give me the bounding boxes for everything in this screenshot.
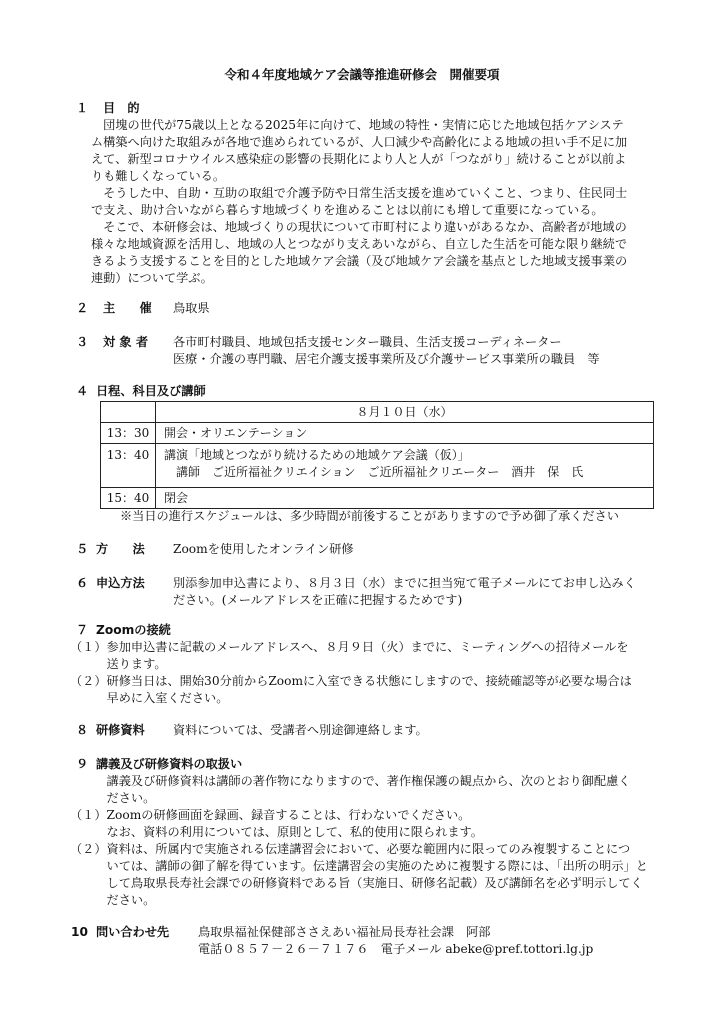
- section-7-line: （２）研修当日は、開始30分前からZoomに入室できる状態にしますので、接続確認等が必要な場合は: [70, 674, 632, 688]
- section-9-line: ださい。: [70, 791, 156, 805]
- section-9-line: いては、講師の御了解を得ています。伝達講習会の実施のために複製する際には、「出所の明示」と: [70, 859, 648, 873]
- schedule-row: [101, 444, 654, 488]
- section-8-body: 資料については、受講者へ別途御連絡します。: [173, 723, 428, 737]
- section-5-number: ５: [76, 542, 89, 556]
- section-3-heading: 対 象 者: [103, 335, 149, 349]
- section-5-body: Zoomを使用したオンライン研修: [173, 542, 354, 556]
- schedule-table: [100, 401, 654, 509]
- section-1-line: きるよう支援することを目的とした地域ケア会議（及び地域ケア会議を基点とした地域支援事業の: [91, 254, 628, 268]
- section-7-body: [70, 639, 632, 707]
- section-3-line: 各市町村職員、地域包括支援センター職員、生活支援コーディネーター: [173, 335, 562, 349]
- section-2-number: ２: [76, 301, 89, 315]
- section-7-number: ７: [76, 623, 89, 637]
- section-9-line: して鳥取県長寿社会課での研修資料である旨（実施日、研修名記載）及び講師名を必ず明示してく: [70, 876, 643, 890]
- section-9-line: （１）Zoomの研修画面を録画、録音することは、行わないでください。: [70, 808, 471, 822]
- section-7-line: 送ります。: [70, 657, 167, 671]
- section-9-line: 講義及び研修資料は講師の著作物になりますので、著作権保護の観点から、次のとおり御配慮く: [70, 774, 631, 788]
- section-10-body: [198, 924, 593, 958]
- document-title: 令和４年度地域ケア会議等推進研修会 開催要項: [224, 67, 500, 82]
- section-2-body: 鳥取県: [173, 301, 210, 315]
- section-1-body: [91, 117, 627, 287]
- section-10-heading: 問い合わせ先: [96, 925, 170, 939]
- section-4-heading: 日程、科目及び講師: [96, 384, 206, 398]
- section-6-heading: 申込方法: [96, 576, 145, 590]
- section-7-heading: Zoomの接続: [96, 623, 171, 637]
- section-9-line: ださい。: [70, 893, 156, 907]
- section-3-line: 医療・介護の専門職、居宅介護支援事業所及び介護サービス事業所の職員 等: [173, 352, 600, 366]
- section-1-line: ム構築へ向けた取組みが各地で進められているが、人口減少や高齢化による地域の担い手不足に加: [91, 135, 628, 149]
- schedule-content-line: 講演「地域とつながり続けるための地域ケア会議（仮）」: [164, 448, 470, 462]
- section-1-line: 連動）について学ぶ。: [91, 271, 213, 285]
- section-1-line: そうした中、自助・互助の取組で介護予防や日常生活支援を進めていくこと、つまり、住民同士: [91, 186, 628, 200]
- section-1-line: 団塊の世代が75歳以上となる2025年に向けて、地域の特性・実情に応じた地域包括ケアシステ: [91, 118, 624, 132]
- section-7-line: 早めに入室ください。: [70, 691, 229, 705]
- section-8-number: ８: [76, 723, 89, 737]
- schedule-row: [101, 488, 654, 509]
- section-6-line: ださい。(メールアドレスを正確に把握するためです): [173, 593, 463, 607]
- section-6-line: 別添参加申込書により、８月３日（水）までに担当宛て電子メールにてお申し込みく: [173, 576, 636, 590]
- schedule-note: ※当日の進行スケジュールは、多少時間が前後することがありますので予め御了承ください: [120, 509, 619, 523]
- section-6-number: ６: [76, 576, 89, 590]
- schedule-content: 開会・オリエンテーション: [156, 423, 654, 444]
- section-1-line: で支え、助け合いながら暮らす地域づくりを進めることは以前にも増して重要になっている。: [91, 203, 604, 217]
- schedule-time: 13：40: [101, 444, 156, 488]
- section-6-body: [173, 575, 636, 609]
- section-5-heading: 方 法: [96, 542, 145, 556]
- section-7-line: （１）参加申込書に記載のメールアドレスへ、８月９日（火）までに、ミーティングへの招待メールを: [70, 640, 629, 654]
- schedule-date-row: [101, 402, 654, 423]
- section-9-number: ９: [76, 757, 89, 771]
- schedule-row: [101, 423, 654, 444]
- section-1-line: りも難しくなっている。: [91, 169, 226, 183]
- section-1-number: １: [76, 101, 89, 115]
- section-1-line: えて、新型コロナウイルス感染症の影響の長期化により人と人が「つながり」続けることが以前よ: [91, 152, 627, 166]
- section-1-heading: 目 的: [103, 101, 140, 115]
- section-2-heading: 主 催: [103, 301, 152, 315]
- section-1-line: そこで、本研修会は、地域づくりの現状について市町村により違いがあるなか、高齢者が地域の: [91, 220, 627, 234]
- schedule-content-line: 講師 ご近所福祉クリエイション ご近所福祉クリエーター 酒井 保 氏: [164, 465, 584, 479]
- schedule-time: 13：30: [101, 423, 156, 444]
- section-9-body: [70, 773, 648, 909]
- section-9-heading: 講義及び研修資料の取扱い: [96, 757, 243, 771]
- section-9-line: なお、資料の利用については、原則として、私的使用に限られます。: [70, 825, 483, 839]
- section-3-body: [173, 334, 600, 368]
- contact-line: 鳥取県福祉保健部ささえあい福祉局長寿社会課 阿部: [198, 925, 491, 939]
- section-1-line: 様々な地域資源を活用し、地域の人とつながり支えあいながら、自立した生活を可能な限り継続で: [91, 237, 628, 251]
- section-4-number: ４: [76, 384, 89, 398]
- contact-line: 電話０８５７－２６－７１７６ 電子メール abeke@pref.tottori.lg.jp: [198, 942, 594, 956]
- section-10-number: 10: [71, 925, 88, 939]
- section-9-line: （２）資料は、所属内で実施される伝達講習会において、必要な範囲内に限ってのみ複製することにつ: [70, 842, 631, 856]
- section-8-heading: 研修資料: [96, 723, 145, 737]
- schedule-time: 15：40: [101, 488, 156, 509]
- schedule-date: ８月１０日（水）: [156, 402, 654, 423]
- schedule-content: 閉会: [156, 488, 654, 509]
- schedule-content: [156, 444, 654, 488]
- section-3-number: ３: [76, 335, 89, 349]
